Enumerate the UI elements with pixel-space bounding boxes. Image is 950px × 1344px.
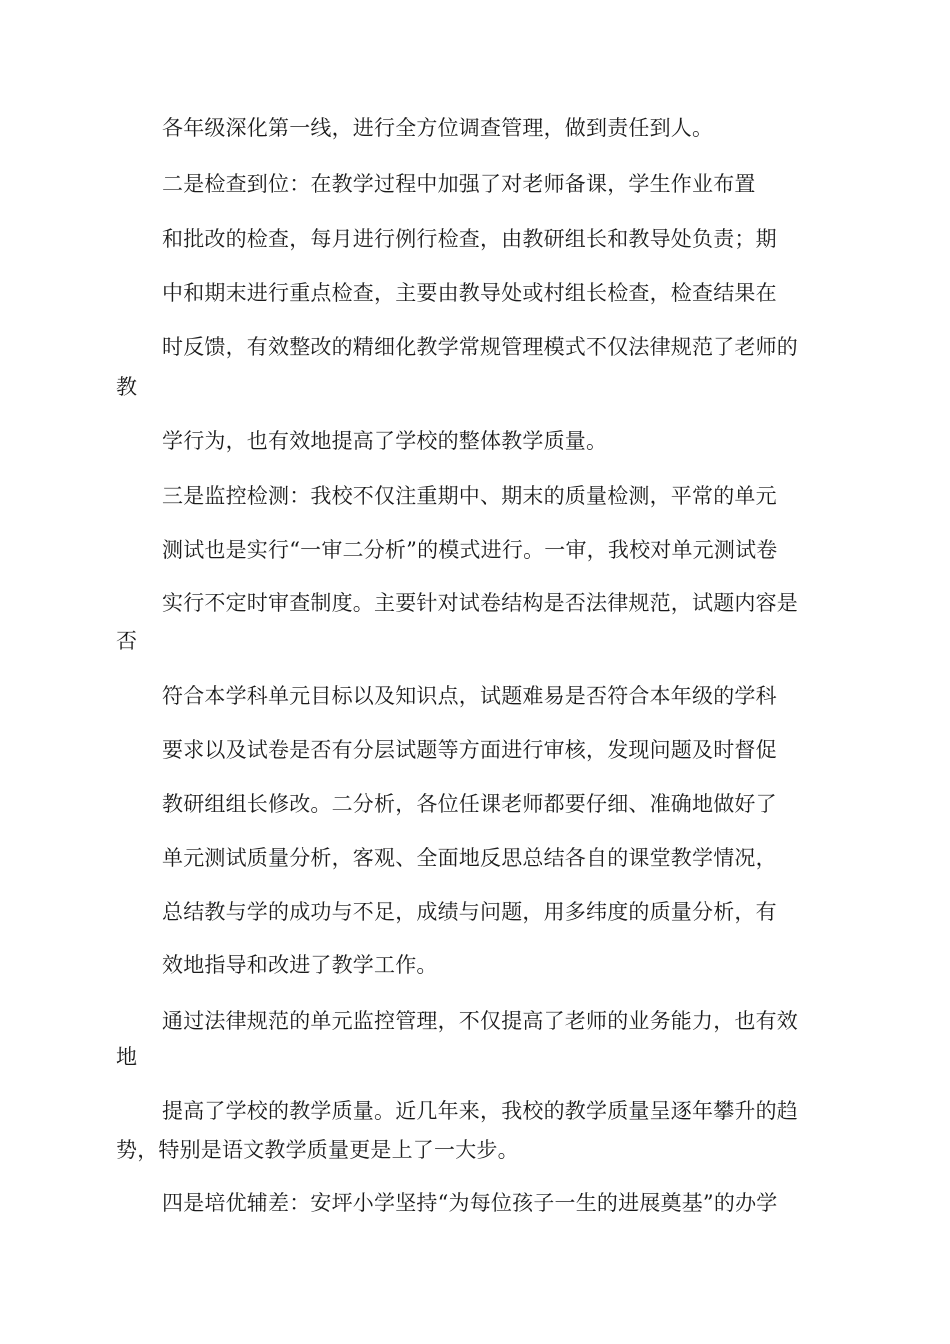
text-line: 总结教与学的成功与不足，成绩与问题，用多纬度的质量分析，有 (162, 900, 777, 924)
text-line: 教研组组长修改。二分析，各位任课老师都要仔细、准确地做好了 (162, 792, 777, 816)
text-line: 效地指导和改进了教学工作。 (162, 953, 438, 977)
text-line: 地 (116, 1045, 138, 1069)
text-line: 时反馈，有效整改的精细化教学常规管理模式不仅法律规范了老师的 (162, 335, 798, 359)
text-line: 势，特别是语文教学质量更是上了一大步。 (116, 1138, 519, 1162)
text-line: 要求以及试卷是否有分层试题等方面进行审核，发现问题及时督促 (162, 738, 777, 762)
text-line: 三是监控检测：我校不仅注重期中、期末的质量检测，平常的单元 (162, 484, 777, 508)
text-line: 通过法律规范的单元监控管理，不仅提高了老师的业务能力，也有效 (162, 1009, 798, 1033)
text-line: 二是检查到位：在教学过程中加强了对老师备课，学生作业布置 (162, 172, 756, 196)
text-line: 实行不定时审查制度。主要针对试卷结构是否法律规范，试题内容是 (162, 591, 798, 615)
text-line: 和批改的检查，每月进行例行检查，由教研组长和教导处负责；期 (162, 227, 777, 251)
text-line: 各年级深化第一线，进行全方位调查管理，做到责任到人。 (162, 116, 714, 140)
text-line: 否 (116, 629, 138, 653)
text-line: 符合本学科单元目标以及知识点，试题难易是否符合本年级的学科 (162, 684, 777, 708)
text-line: 提高了学校的教学质量。近几年来，我校的教学质量呈逐年攀升的趋 (162, 1099, 798, 1123)
text-line: 单元测试质量分析，客观、全面地反思总结各自的课堂教学情况， (162, 846, 777, 870)
text-line: 四是培优辅差：安坪小学坚持“为每位孩子一生的进展奠基”的办学 (162, 1191, 778, 1215)
text-line: 教 (116, 375, 138, 399)
text-line: 中和期末进行重点检查，主要由教导处或村组长检查，检查结果在 (162, 281, 777, 305)
text-line: 学行为，也有效地提高了学校的整体教学质量。 (162, 429, 608, 453)
text-line: 测试也是实行“一审二分析”的模式进行。一审，我校对单元测试卷 (162, 538, 778, 562)
